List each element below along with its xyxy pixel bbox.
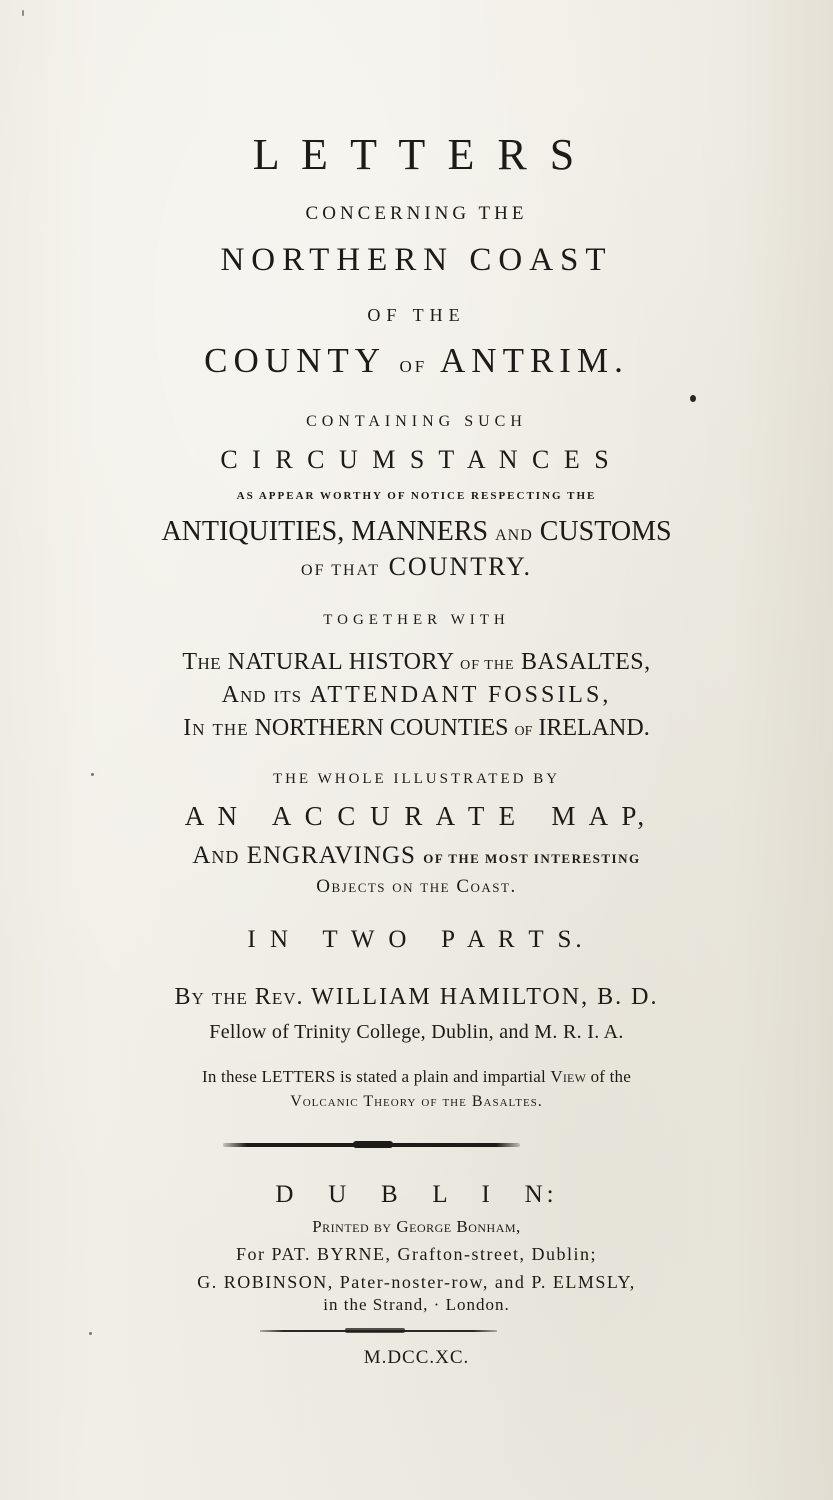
by-the-rev-words: By the Rev.	[174, 984, 304, 1010]
line-northern-coast: NORTHERN COAST	[220, 242, 613, 278]
ink-speck	[91, 773, 94, 776]
ornamental-rule-upper	[223, 1143, 520, 1147]
country-word: COUNTRY.	[388, 552, 532, 581]
line-containing: CONTAINING SUCH	[306, 413, 527, 430]
line-printed-by: Printed by George Bonham,	[312, 1217, 521, 1236]
customs-word: CUSTOMS	[539, 516, 672, 547]
line-natural-history	[0, 650, 833, 674]
northern-counties-words: NORTHERN COUNTIES	[254, 715, 509, 741]
antiquities-and-word: AND	[495, 527, 533, 544]
line-accurate-map: A N A C C U R A T E M A P,	[184, 801, 649, 831]
engravings-rest-words: OF THE MOST INTERESTING	[423, 851, 641, 866]
line-whole-illustrated: THE WHOLE ILLUSTRATED BY	[272, 771, 561, 787]
line-of-the: OF THE	[367, 305, 466, 325]
line-northern-counties	[0, 716, 833, 740]
author-name: WILLIAM HAMILTON, B. D.	[311, 984, 659, 1010]
county-word: COUNTY	[204, 341, 385, 380]
note-letters-word: LETTERS	[261, 1067, 336, 1086]
natural-the-word: The	[182, 649, 222, 675]
line-letters-note	[0, 1068, 833, 1085]
natural-history-words: NATURAL HISTORY	[227, 649, 454, 675]
ink-speck	[89, 1332, 92, 1335]
line-volcanic-theory: Volcanic Theory of the Basaltes.	[290, 1093, 543, 1110]
line-of-that-country	[0, 554, 833, 580]
of-that-words: OF THAT	[301, 562, 381, 579]
line-strand: in the Strand, · London.	[323, 1295, 510, 1314]
line-author	[0, 985, 833, 1009]
title-letters: L E T T E R S	[252, 130, 581, 179]
line-fellow: Fellow of Trinity College, Dublin, and M. R. I. A.	[209, 1021, 624, 1043]
antrim-word: ANTRIM.	[440, 341, 629, 380]
and-its-words: And its	[221, 682, 303, 708]
county-of-word: OF	[399, 357, 428, 376]
ornamental-rule-lower	[260, 1330, 497, 1332]
line-two-parts: I N T W O P A R T S.	[247, 926, 586, 953]
ink-speck	[22, 10, 24, 16]
line-engravings	[0, 843, 833, 868]
line-objects: Objects on the Coast.	[316, 876, 517, 897]
note-middle: is stated a plain and impartial	[340, 1067, 546, 1086]
in-the-words: In the	[183, 715, 249, 741]
line-antiquities	[0, 518, 833, 546]
antiquities-word: ANTIQUITIES, MANNERS	[161, 516, 489, 547]
engravings-word: ENGRAVINGS	[246, 842, 416, 869]
counties-of-word: OF	[514, 724, 533, 739]
attendant-fossils-words: ATTENDANT FOSSILS,	[309, 682, 612, 708]
line-circumstances: C I R C U M S T A N C E S	[220, 445, 613, 474]
line-concerning: CONCERNING THE	[305, 203, 528, 224]
line-attendant-fossils	[0, 683, 833, 707]
line-as-appear: AS APPEAR WORTHY OF NOTICE RESPECTING THE	[236, 490, 597, 502]
line-for-byrne: For PAT. BYRNE, Grafton-street, Dublin;	[236, 1244, 597, 1264]
ireland-word: IRELAND.	[538, 715, 650, 741]
ink-speck	[690, 395, 696, 402]
natural-of-the-words: OF THE	[460, 658, 515, 673]
line-date: M.DCC.XC.	[363, 1347, 470, 1368]
line-city: D U B L I N:	[275, 1181, 558, 1208]
line-together-with: TOGETHER WITH	[323, 612, 510, 628]
line-county-of-antrim	[0, 343, 833, 378]
note-view-word: View	[550, 1067, 587, 1086]
note-in-these: In these	[202, 1067, 257, 1086]
note-end: of the	[590, 1067, 631, 1086]
basaltes-word: BASALTES,	[521, 649, 651, 675]
line-robinson: G. ROBINSON, Pater-noster-row, and P. ELMSLY,	[197, 1272, 636, 1292]
engravings-and-word: And	[192, 842, 240, 869]
